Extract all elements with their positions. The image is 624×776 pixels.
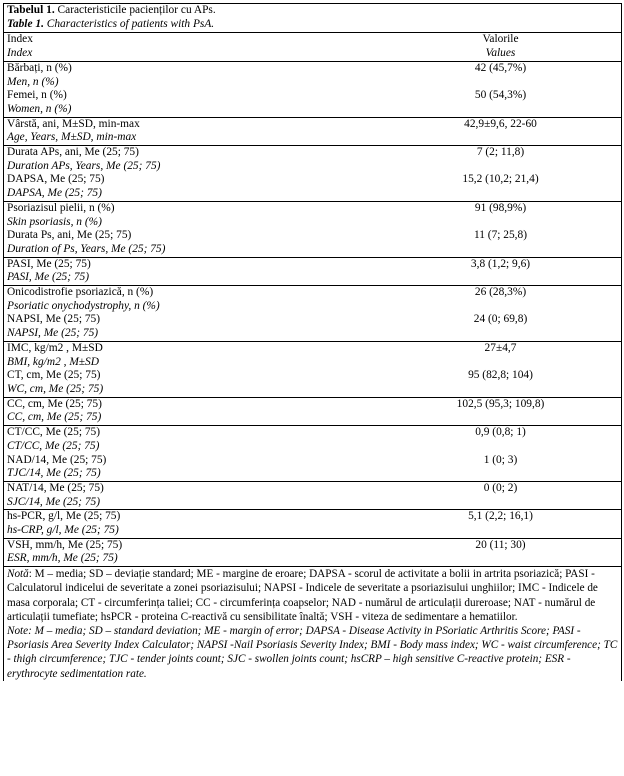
notes-ro-text: : M – media; SD – deviație standard; ME - margine de eroare; DAPSA - scorul de activitate a bolii in artrita psoriazică; PASI - Calculatorul indicelui de severitate a zonei psoriazisului; NAPSI - Indicele de severitate a psoriazisului unghiilor; IMC - Indicele de masa corporala; CT - circumferința taliei; CC - circumferința coapselor; NAD - numărul de articulații dureroase; NAT - numărul de articulații tumefiate; hsPCR - proteina C-reactivă cu sensibilitate înaltă; VSH - viteza de sedimentare a hematiilor. xyxy=(7,568,598,623)
index-label-en: Men, n (%) xyxy=(7,75,59,88)
table-row xyxy=(4,510,621,538)
index-label-en: Skin psoriasis, n (%) xyxy=(7,215,102,228)
header-index-en: Index xyxy=(7,47,33,60)
value-text: 50 (54,3%) xyxy=(474,89,527,102)
value-text: 91 (98,9%) xyxy=(474,201,527,214)
table-row xyxy=(4,257,621,285)
index-label-ro: Vârstă, ani, M±SD, min-max xyxy=(7,117,140,130)
table-row xyxy=(4,146,621,174)
value-cell xyxy=(380,61,621,89)
value-cell xyxy=(380,454,621,482)
table-notes xyxy=(4,567,621,681)
index-cell xyxy=(4,538,380,566)
index-label-en: BMI, kg/m2 , M±SD xyxy=(7,355,99,368)
notes-english: Note: M – media; SD – standard deviation; ME - margin of error; DAPSA - Disease Activity in PSoriatic Arthritis Score; PASI - Psoriasis Area Severity Index Calculator; NAPSI -Nail Psoriasis Severity Index; BMI - Body mass index; WC - waist circumference; TC - thigh circumference; TJC - tender joints count; SJC - swollen joints count; hsCRP – high sensitive C-reactive protein; ESR - erythrocyte sedimentation rate. xyxy=(7,624,618,680)
index-label-en: WC, cm, Me (25; 75) xyxy=(7,382,104,395)
table-row xyxy=(4,538,621,566)
value-text: 7 (2; 11,8) xyxy=(476,146,525,159)
value-cell xyxy=(380,201,621,229)
table-caption xyxy=(4,4,621,33)
table-row xyxy=(4,89,621,117)
value-cell xyxy=(380,481,621,509)
index-label-en: ESR, mm/h, Me (25; 75) xyxy=(7,552,118,565)
value-text: 26 (28,3%) xyxy=(474,286,527,299)
value-cell xyxy=(380,286,621,314)
index-cell xyxy=(4,89,380,117)
notes-romanian xyxy=(7,567,618,624)
index-label-ro: CC, cm, Me (25; 75) xyxy=(7,397,102,410)
value-text: 5,1 (2,2; 16,1) xyxy=(468,510,533,523)
index-cell xyxy=(4,313,380,341)
table-row xyxy=(4,173,621,201)
index-label-ro: CT/CC, Me (25; 75) xyxy=(7,426,101,439)
index-cell xyxy=(4,481,380,509)
value-cell xyxy=(380,510,621,538)
index-label-en: Women, n (%) xyxy=(7,102,72,115)
index-label-en: Duration APs, Years, Me (25; 75) xyxy=(7,159,161,172)
index-cell xyxy=(4,146,380,174)
value-text: 1 (0; 3) xyxy=(483,453,518,466)
value-cell xyxy=(380,369,621,397)
index-label-en: SJC/14, Me (25; 75) xyxy=(7,495,100,508)
index-label-ro: Durata Ps, ani, Me (25; 75) xyxy=(7,229,132,242)
table-header-row xyxy=(4,33,621,61)
value-text: 11 (7; 25,8) xyxy=(473,229,528,242)
table-row xyxy=(4,313,621,341)
table-row xyxy=(4,286,621,314)
header-values-en: Values xyxy=(485,47,516,60)
table-row xyxy=(4,454,621,482)
index-cell xyxy=(4,229,380,257)
value-text: 95 (82,8; 104) xyxy=(468,369,533,382)
table-row xyxy=(4,481,621,509)
value-text: 27±4,7 xyxy=(484,341,517,354)
index-label-ro: hs-PCR, g/l, Me (25; 75) xyxy=(7,510,121,523)
index-label-en: CC, cm, Me (25; 75) xyxy=(7,411,102,424)
table-row xyxy=(4,426,621,454)
value-cell xyxy=(380,89,621,117)
index-label-ro: Bărbați, n (%) xyxy=(7,61,72,74)
value-text: 0 (0; 2) xyxy=(483,481,518,494)
index-label-en: hs-CRP, g/l, Me (25; 75) xyxy=(7,524,119,537)
index-label-ro: Onicodistrofie psoriazică, n (%) xyxy=(7,286,154,299)
caption-en-label: Table 1. xyxy=(7,17,44,30)
index-cell xyxy=(4,257,380,285)
value-cell xyxy=(380,257,621,285)
index-cell xyxy=(4,117,380,145)
value-cell xyxy=(380,313,621,341)
index-label-ro: NAD/14, Me (25; 75) xyxy=(7,453,107,466)
index-label-ro: VSH, mm/h, Me (25; 75) xyxy=(7,538,123,551)
caption-romanian xyxy=(7,4,618,18)
index-cell xyxy=(4,201,380,229)
notes-ro-label: Notă xyxy=(7,568,29,581)
index-label-en: DAPSA, Me (25; 75) xyxy=(7,187,102,200)
index-label-ro: PASI, Me (25; 75) xyxy=(7,257,91,270)
value-cell xyxy=(380,117,621,145)
value-text: 0,9 (0,8; 1) xyxy=(475,426,526,439)
characteristics-table xyxy=(4,33,621,567)
value-cell xyxy=(380,341,621,369)
index-cell xyxy=(4,341,380,369)
index-cell xyxy=(4,61,380,89)
index-label-en: Age, Years, M±SD, min-max xyxy=(7,131,137,144)
index-label-ro: CT, cm, Me (25; 75) xyxy=(7,369,101,382)
index-label-ro: NAT/14, Me (25; 75) xyxy=(7,481,104,494)
index-label-en: CT/CC, Me (25; 75) xyxy=(7,439,100,452)
value-text: 20 (11; 30) xyxy=(475,538,526,551)
value-cell xyxy=(380,229,621,257)
value-cell xyxy=(380,173,621,201)
value-cell xyxy=(380,146,621,174)
index-cell xyxy=(4,286,380,314)
index-label-en: Psoriatic onychodystrophy, n (%) xyxy=(7,299,160,312)
header-index-cell xyxy=(4,33,380,61)
table-row xyxy=(4,117,621,145)
caption-ro-label: Tabelul 1. xyxy=(7,4,55,16)
index-label-en: Duration of Ps, Years, Me (25; 75) xyxy=(7,242,166,255)
header-index-ro: Index xyxy=(7,33,33,46)
value-text: 15,2 (10,2; 21,4) xyxy=(462,173,539,186)
value-cell xyxy=(380,397,621,425)
index-cell xyxy=(4,454,380,482)
index-label-ro: IMC, kg/m2 , M±SD xyxy=(7,341,103,354)
table-row xyxy=(4,229,621,257)
table-row xyxy=(4,201,621,229)
index-label-en: TJC/14, Me (25; 75) xyxy=(7,467,101,480)
value-cell xyxy=(380,538,621,566)
index-label-en: NAPSI, Me (25; 75) xyxy=(7,327,99,340)
index-label-ro: NAPSI, Me (25; 75) xyxy=(7,313,101,326)
value-cell xyxy=(380,426,621,454)
index-label-ro: Femei, n (%) xyxy=(7,89,67,102)
value-text: 3,8 (1,2; 9,6) xyxy=(470,257,531,270)
table-row xyxy=(4,341,621,369)
header-values-cell xyxy=(380,33,621,61)
index-cell xyxy=(4,426,380,454)
index-label-en: PASI, Me (25; 75) xyxy=(7,271,90,284)
index-cell xyxy=(4,510,380,538)
value-text: 42,9±9,6, 22-60 xyxy=(464,117,537,130)
caption-english xyxy=(7,18,618,32)
index-label-ro: DAPSA, Me (25; 75) xyxy=(7,173,105,186)
index-label-ro: Psoriazisul pielii, n (%) xyxy=(7,201,115,214)
table-row xyxy=(4,397,621,425)
index-cell xyxy=(4,173,380,201)
value-text: 42 (45,7%) xyxy=(474,61,527,74)
index-cell xyxy=(4,369,380,397)
caption-en-text: Characteristics of patients with PsA. xyxy=(43,17,215,30)
index-label-ro: Durata APs, ani, Me (25; 75) xyxy=(7,146,139,159)
caption-ro-text: Caracteristicile pacienților cu APs. xyxy=(54,4,216,16)
table-row xyxy=(4,61,621,89)
table-row xyxy=(4,369,621,397)
index-cell xyxy=(4,397,380,425)
table-container xyxy=(3,3,622,681)
value-text: 24 (0; 69,8) xyxy=(473,313,528,326)
value-text: 102,5 (95,3; 109,8) xyxy=(456,397,545,410)
header-values-ro: Valorile xyxy=(482,33,519,46)
